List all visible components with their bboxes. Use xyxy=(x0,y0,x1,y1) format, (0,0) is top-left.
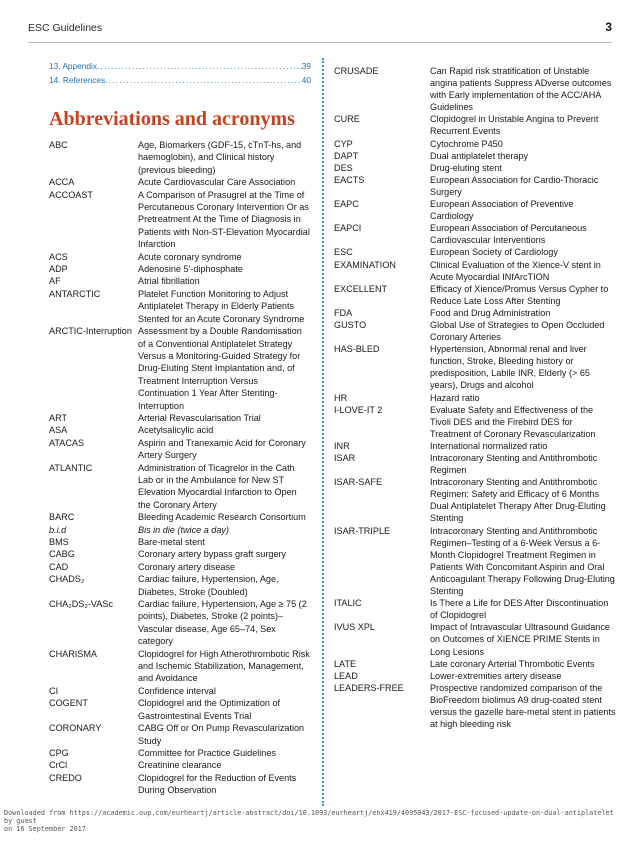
abbreviation-entry xyxy=(334,150,616,162)
abbreviation-definition: Age, Biomarkers (GDF-15, cTnT-hs, and haemoglobin), and Clinical history (previous bleeding) xyxy=(138,140,302,175)
abbreviation-entry xyxy=(334,259,616,283)
abbreviation-definition: A Comparison of Prasugrel at the Time of Percutaneous Coronary Intervention Or as Pretreatment At the Time of Diagnosis in Patients with Non-ST-Elevation Myocardial Infarction xyxy=(138,189,310,250)
toc-label: 13. Appendix xyxy=(49,61,97,71)
abbreviation-term: HR xyxy=(334,392,348,403)
abbreviation-definition: Intracoronary Stenting and Antithrombotic Regimen xyxy=(430,453,598,476)
abbreviation-entry xyxy=(49,722,311,747)
abbreviation-term: CHA₂DS₂-VASc xyxy=(49,599,113,610)
abbreviation-definition: Assessment by a Double Randomisation of a Conventional Antiplatelet Strategy Versus a Monitoring-Guided Strategy for Drug-Eluting Stent Implantation and, of Treatment Interruption Versus Continuation 1 Year After Stenting-Interruption xyxy=(138,326,302,411)
abbreviation-term: ISAR-TRIPLE xyxy=(334,525,391,536)
abbreviation-entry xyxy=(334,174,616,198)
abbreviation-definition: Clopidogrel and the Optimization of Gastrointestinal Events Trial xyxy=(138,698,281,721)
abbreviation-term: ACS xyxy=(49,251,68,262)
abbreviation-definition: Cardiac failure, Hypertension, Age, Diabetes, Stroke (Doubled) xyxy=(138,574,279,597)
abbreviation-entry xyxy=(334,343,616,391)
abbreviation-definition: Prospective randomized comparison of the BioFreedom biolimus A9 drug-coated stent versus the gazelle bare-metal stent in patients at high bleeding risk xyxy=(430,682,616,730)
abbreviation-entry xyxy=(49,139,311,176)
abbreviation-entry xyxy=(334,319,616,343)
abbreviation-term: ASA xyxy=(49,425,68,436)
abbreviation-entry xyxy=(334,597,616,621)
abbreviation-definition: Acute coronary syndrome xyxy=(138,251,242,262)
abbreviation-term: CHADS₂ xyxy=(49,574,85,585)
abbreviation-entry xyxy=(334,392,616,404)
abbreviation-term: AF xyxy=(49,276,61,287)
abbreviation-entry xyxy=(49,437,311,462)
toc-leader-dots xyxy=(97,60,302,74)
abbreviation-entry xyxy=(49,189,311,251)
abbreviation-entry xyxy=(334,307,616,319)
abbreviation-entry xyxy=(49,772,311,797)
abbreviation-term: ATACAS xyxy=(49,437,85,448)
abbreviation-entry xyxy=(49,548,311,560)
toc-label: 14. References xyxy=(49,75,106,85)
abbreviation-term: DES xyxy=(334,162,353,173)
abbreviation-entry xyxy=(49,251,311,263)
abbreviation-definition: European Association of Preventive Cardiology xyxy=(430,199,574,222)
abbreviation-definition: Evaluate Safety and Effectiveness of the Tivoli DES and the Firebird DES for Treatment of Coronary Revascularization xyxy=(430,404,596,439)
abbreviation-definition: Cardiac failure, Hypertension, Age ≥ 75 (2 points), Diabetes, Stroke (2 points)–Vascular disease, Age 65–74, Sex category xyxy=(138,599,307,647)
abbreviation-definition: Confidence interval xyxy=(138,685,216,696)
abbreviation-term: ITALIC xyxy=(334,598,362,609)
abbreviation-definition: Clopidogrel in Unstable Angina to Prevent Recurrent Events xyxy=(430,114,599,137)
abbreviation-entry xyxy=(334,658,616,670)
abbreviation-term: CABG xyxy=(49,549,75,560)
abbreviation-entry xyxy=(334,670,616,682)
abbreviation-entry xyxy=(49,176,311,188)
abbreviation-definition: Administration of Ticagrelor in the Cath Lab or in the Ambulance for New ST Elevation Myocardial Infarction to Open the Coronary Artery xyxy=(138,462,297,510)
abbreviation-entry xyxy=(334,452,616,476)
abbreviation-entry xyxy=(49,648,311,685)
abbreviation-entry xyxy=(49,598,311,648)
abbreviation-entry xyxy=(334,65,616,113)
abbreviation-definition: Bare-metal stent xyxy=(138,537,205,547)
abbreviation-term: b.i.d xyxy=(49,524,67,535)
abbreviation-term: LEAD xyxy=(334,670,358,681)
abbreviation-term: ISAR-SAFE xyxy=(334,477,383,488)
abbreviation-entry xyxy=(334,476,616,524)
abbreviation-entry xyxy=(49,561,311,573)
abbreviation-entry xyxy=(334,198,616,222)
abbreviation-definition: European Association of Percutaneous Cardiovascular Interventions xyxy=(430,223,587,246)
abbreviation-definition: Bleeding Academic Research Consortium xyxy=(138,512,306,523)
abbreviation-term: LATE xyxy=(334,658,357,669)
abbreviation-term: CI xyxy=(49,685,59,696)
abbreviation-entry xyxy=(49,424,311,436)
abbreviation-term: EACTS xyxy=(334,174,365,185)
abbreviation-definition: Dual antiplatelet therapy xyxy=(430,150,529,161)
abbreviation-term: EAPC xyxy=(334,199,359,210)
abbreviation-definition: Intracoronary Stenting and Antithrombotic Regimen–Testing of a 6-Week Versus a 6-Month Clopidogrel Treatment Regimen in Patients With Concomitant Aspirin and Oral Anticoagulant Therapy Following Drug-Eluting Stenting xyxy=(430,525,615,597)
abbreviation-term: LEADERS-FREE xyxy=(334,682,404,693)
abbreviation-term: CREDO xyxy=(49,772,82,783)
abbreviation-entry xyxy=(334,113,616,137)
abbreviation-entry xyxy=(334,246,616,258)
abbreviation-term: EAPCI xyxy=(334,223,362,234)
abbreviation-definition: Creatinine clearance xyxy=(138,760,222,771)
abbreviation-definition: Intracoronary Stenting and Antithrombotic Regimen: Safety and Efficacy of 6 Months Dual Antiplatelet Therapy After Drug-Eluting Stenting xyxy=(430,477,606,524)
abbreviation-definition: Impact of Intravascular Ultrasound Guidance on Outcomes of XIENCE PRIME Stents in Long Lesions xyxy=(430,622,610,657)
abbreviation-term: I-LOVE-IT 2 xyxy=(334,404,383,415)
abbreviation-definition: Global Use of Strategies to Open Occluded Coronary Arteries xyxy=(430,319,605,343)
abbreviation-definition: Late coronary Arterial Thrombotic Events xyxy=(430,658,595,669)
abbreviation-definition: Coronary artery bypass graft surgery xyxy=(138,549,287,560)
abbreviation-definition: Committee for Practice Guidelines xyxy=(138,747,276,758)
abbreviation-term: CrCl xyxy=(49,760,68,771)
abbreviation-entry xyxy=(49,511,311,523)
abbreviation-entry xyxy=(49,524,311,536)
toc-entry-references[interactable] xyxy=(49,74,311,88)
right-column xyxy=(334,65,616,730)
abbreviation-entry xyxy=(334,440,616,452)
abbreviation-definition: Clopidogrel for High Atherothrombotic Risk and Ischemic Stabilization, Management, and Avoidance xyxy=(138,648,310,684)
column-divider xyxy=(322,58,324,806)
abbreviation-definition: Clopidogrel for the Reduction of Events During Observation xyxy=(138,772,297,796)
abbreviation-term: IVUS XPL xyxy=(334,622,375,633)
abbreviation-definition: International normalized ratio xyxy=(430,440,548,451)
journal-title: ESC Guidelines xyxy=(28,22,103,34)
toc-page: 40 xyxy=(301,75,311,85)
abbreviation-term: EXAMINATION xyxy=(334,259,396,270)
abbreviation-term: CYP xyxy=(334,138,353,149)
abbreviation-definition: Hazard ratio xyxy=(430,392,480,403)
abbreviation-entry xyxy=(49,263,311,275)
abbreviation-definition: Acute Cardiovascular Care Association xyxy=(138,177,296,188)
toc-page: 39 xyxy=(301,61,311,71)
abbreviation-definition: Hypertension, Abnormal renal and liver function, Stroke, Bleeding history or predisposition, Labile INR, Elderly (> 65 years), Drugs and alcohol xyxy=(430,344,590,391)
abbreviation-term: CURE xyxy=(334,114,360,125)
abbreviation-entry xyxy=(334,404,616,440)
abbreviation-term: ADP xyxy=(49,264,68,275)
abbreviation-term: ESC xyxy=(334,247,353,258)
abbreviation-entry xyxy=(49,275,311,287)
abbreviation-entry xyxy=(49,412,311,424)
abbreviation-definition: Drug-eluting stent xyxy=(430,162,502,173)
abbreviation-definition: Adenosine 5'-diphosphate xyxy=(138,264,243,275)
abbreviation-term: ATLANTIC xyxy=(49,462,93,473)
abbreviation-definition: European Society of Cardiology xyxy=(430,247,558,258)
abbreviation-term: ISAR xyxy=(334,453,356,463)
abbreviation-entry xyxy=(49,697,311,722)
abbreviation-entry xyxy=(49,573,311,598)
abbreviation-list-left xyxy=(49,139,311,797)
left-column xyxy=(49,60,311,797)
abbreviation-term: CORONARY xyxy=(49,723,102,734)
abbreviation-term: ANTARCTIC xyxy=(49,288,101,299)
abbreviation-definition: Efficacy of Xience/Promus Versus Cypher to Reduce Late Loss After Stenting xyxy=(430,283,609,306)
toc-leader-dots xyxy=(105,74,301,88)
abbreviation-entry xyxy=(49,462,311,512)
abbreviation-entry xyxy=(334,222,616,246)
abbreviation-entry xyxy=(49,325,311,412)
abbreviation-term: CRUSADE xyxy=(334,66,379,76)
abbreviation-term: HAS-BLED xyxy=(334,344,380,355)
abbreviation-entry xyxy=(334,283,616,307)
toc-entry-appendix[interactable] xyxy=(49,60,311,74)
abbreviation-term: CHARISMA xyxy=(49,648,97,659)
abbreviation-entry xyxy=(49,759,311,771)
abbreviation-definition: CABG Off or On Pump Revascularization Study xyxy=(138,723,305,746)
abbreviation-term: ART xyxy=(49,412,68,423)
abbreviation-term: INR xyxy=(334,440,350,451)
abbreviation-definition: Can Rapid risk stratification of Unstable angina patients Suppress ADverse outcomes with Early implementation of the ACC/AHA Guidelines xyxy=(430,66,612,113)
page-header xyxy=(28,0,612,43)
abbreviation-definition: Acetylsalicylic acid xyxy=(138,425,214,436)
abbreviation-term: DAPT xyxy=(334,150,359,161)
abbreviation-entry xyxy=(49,288,311,325)
abbreviation-entry xyxy=(334,621,616,657)
abbreviation-entry xyxy=(49,536,311,548)
abbreviation-term: BMS xyxy=(49,537,69,547)
abbreviation-definition: Bis in die (twice a day) xyxy=(138,524,229,535)
abbreviation-definition: Is There a Life for DES After Discontinuation of Clopidogrel xyxy=(430,598,609,621)
abbreviation-entry xyxy=(334,138,616,150)
abbreviation-entry xyxy=(334,162,616,174)
abbreviation-term: BARC xyxy=(49,512,75,523)
abbreviation-list-right xyxy=(334,65,616,730)
abbreviation-term: CAD xyxy=(49,561,69,572)
abbreviation-term: ARCTIC-Interruption xyxy=(49,326,132,337)
abbreviation-definition: Arterial Revascularisation Trial xyxy=(138,412,261,423)
abbreviation-entry xyxy=(49,685,311,697)
section-heading: Abbreviations and acronyms xyxy=(49,108,295,130)
abbreviation-entry xyxy=(49,747,311,759)
abbreviation-definition: Lower-extremities artery disease xyxy=(430,670,562,681)
page-number: 3 xyxy=(605,20,612,34)
abbreviation-definition: Cytochrome P450 xyxy=(430,138,503,149)
abbreviation-definition: Food and Drug Administration xyxy=(430,307,551,318)
abbreviation-term: COGENT xyxy=(49,698,88,709)
abbreviation-term: EXCELLENT xyxy=(334,283,388,294)
abbreviation-definition: Clinical Evaluation of the Xience-V stent in Acute Myocardial INfArcTION xyxy=(430,259,601,282)
abbreviation-definition: Coronary artery disease xyxy=(138,561,236,572)
abbreviation-definition: Platelet Function Monitoring to Adjust Antiplatelet Therapy in Elderly Patients Stented for an Acute Coronary Syndrome xyxy=(138,288,305,324)
abbreviation-term: ABC xyxy=(49,140,68,150)
abbreviation-term: ACCOAST xyxy=(49,189,93,200)
abbreviation-definition: Aspirin and Tranexamic Acid for Coronary Artery Surgery xyxy=(138,437,306,461)
abbreviation-term: FDA xyxy=(334,307,353,318)
abbreviation-term: GUSTO xyxy=(334,319,367,330)
abbreviation-entry xyxy=(334,525,616,598)
abbreviation-term: ACCA xyxy=(49,177,75,188)
abbreviation-definition: European Association for Cardio-Thoracic Surgery xyxy=(430,174,599,197)
abbreviation-entry xyxy=(334,682,616,730)
abbreviation-definition: Atrial fibrillation xyxy=(138,276,200,287)
download-footer: Downloaded from https://academic.oup.com/eurheartj/article-abstract/doi/10.1093/eurheartj/ehx419/4095043/2017-ESC-focused-update-on-dual-antiplatelet by guest on 16 September 2017 xyxy=(4,809,614,834)
abbreviation-term: CPG xyxy=(49,747,69,758)
